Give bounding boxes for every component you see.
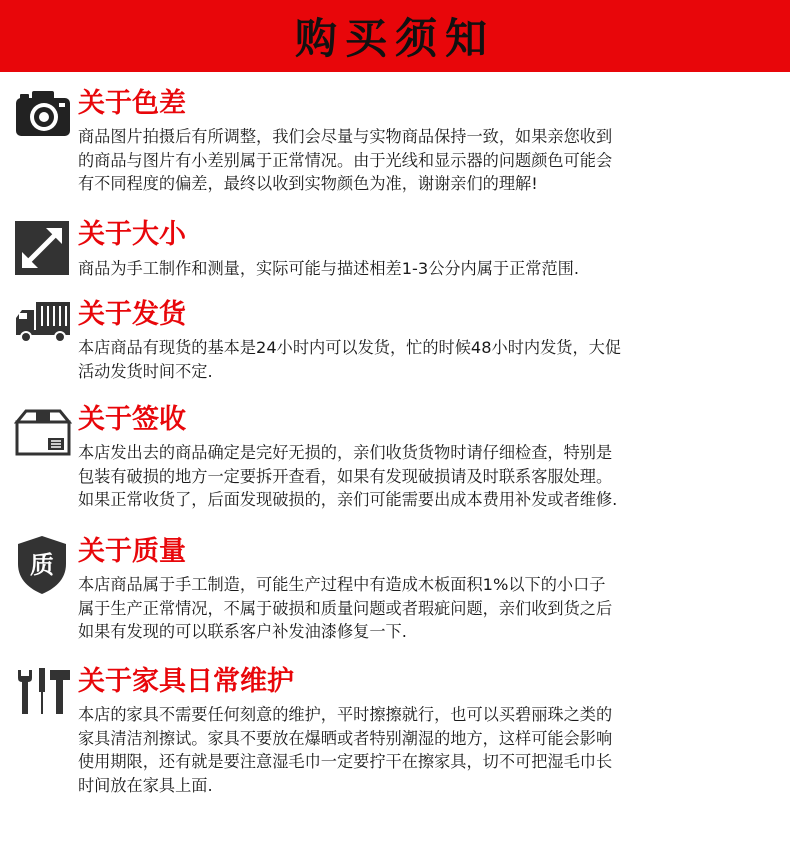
body-line: 家具清洁剂擦试。家具不要放在爆晒或者特别潮湿的地方，这样可能会影响 [78, 728, 613, 748]
truck-icon [14, 300, 72, 358]
body-line: 如果正常收货了，后面发现破损的，亲们可能需要出成本费用补发或者维修. [78, 490, 618, 509]
section-heading: 关于发货 [78, 299, 186, 330]
body-line: 包装有破损的地方一定要拆开查看，如果有发现破损请及时联系客服处理。 [78, 466, 613, 486]
section-heading: 关于大小 [78, 219, 186, 250]
body-line: 商品为手工制作和测量，实际可能与描述相差1-3公分内属于正常范围. [78, 259, 580, 278]
tools-icon [14, 666, 72, 724]
body-line: 本店发出去的商品确定是完好无损的，亲们收货货物时请仔细检查，特别是 [78, 443, 613, 462]
body-line: 本店的家具不需要任何刻意的维护，平时擦擦就行，也可以买碧丽珠之类的 [78, 705, 613, 724]
body-line: 活动发货时间不定. [78, 361, 213, 381]
section-heading: 关于色差 [78, 88, 186, 119]
body-line: 商品图片拍摄后有所调整，我们会尽量与实物商品保持一致，如果亲您收到 [78, 127, 613, 146]
package-box-icon [14, 408, 72, 466]
section-body [78, 573, 768, 644]
body-line: 使用期限，还有就是要注意湿毛巾一定要拧干在擦家具，切不可把湿毛巾长 [78, 752, 613, 771]
section-heading: 关于质量 [78, 536, 186, 567]
body-line: 时间放在家具上面. [78, 775, 213, 795]
section-body [78, 703, 768, 797]
body-line: 本店商品属于手工制造，可能生产过程中有造成木板面积1%以下的小口子 [78, 575, 606, 594]
page-title: 购买须知 [294, 14, 495, 63]
resize-arrow-icon [14, 220, 72, 278]
quality-shield-icon [14, 534, 72, 592]
body-line: 属于生产正常情况，不属于破损和质量问题或者瑕疵问题，亲们收到货之后 [78, 598, 613, 618]
section-body [78, 441, 768, 512]
body-line: 本店商品有现货的基本是24小时内可以发货，忙的时候48小时内发货，大促 [78, 338, 622, 357]
title-banner [0, 0, 790, 72]
camera-icon [14, 88, 72, 146]
section-body [78, 257, 768, 281]
body-line: 的商品与图片有小差别属于正常情况。由于光线和显示器的问题颜色可能会 [78, 150, 613, 170]
body-line: 有不同程度的偏差，最终以收到实物颜色为准，谢谢亲们的理解! [78, 174, 538, 193]
quality-shield-label: 质 [30, 551, 54, 579]
section-body [78, 336, 768, 383]
section-heading: 关于家具日常维护 [78, 666, 294, 697]
section-heading: 关于签收 [78, 404, 186, 435]
body-line: 如果有发现的可以联系客户补发油漆修复一下. [78, 622, 407, 641]
section-body [78, 125, 768, 196]
